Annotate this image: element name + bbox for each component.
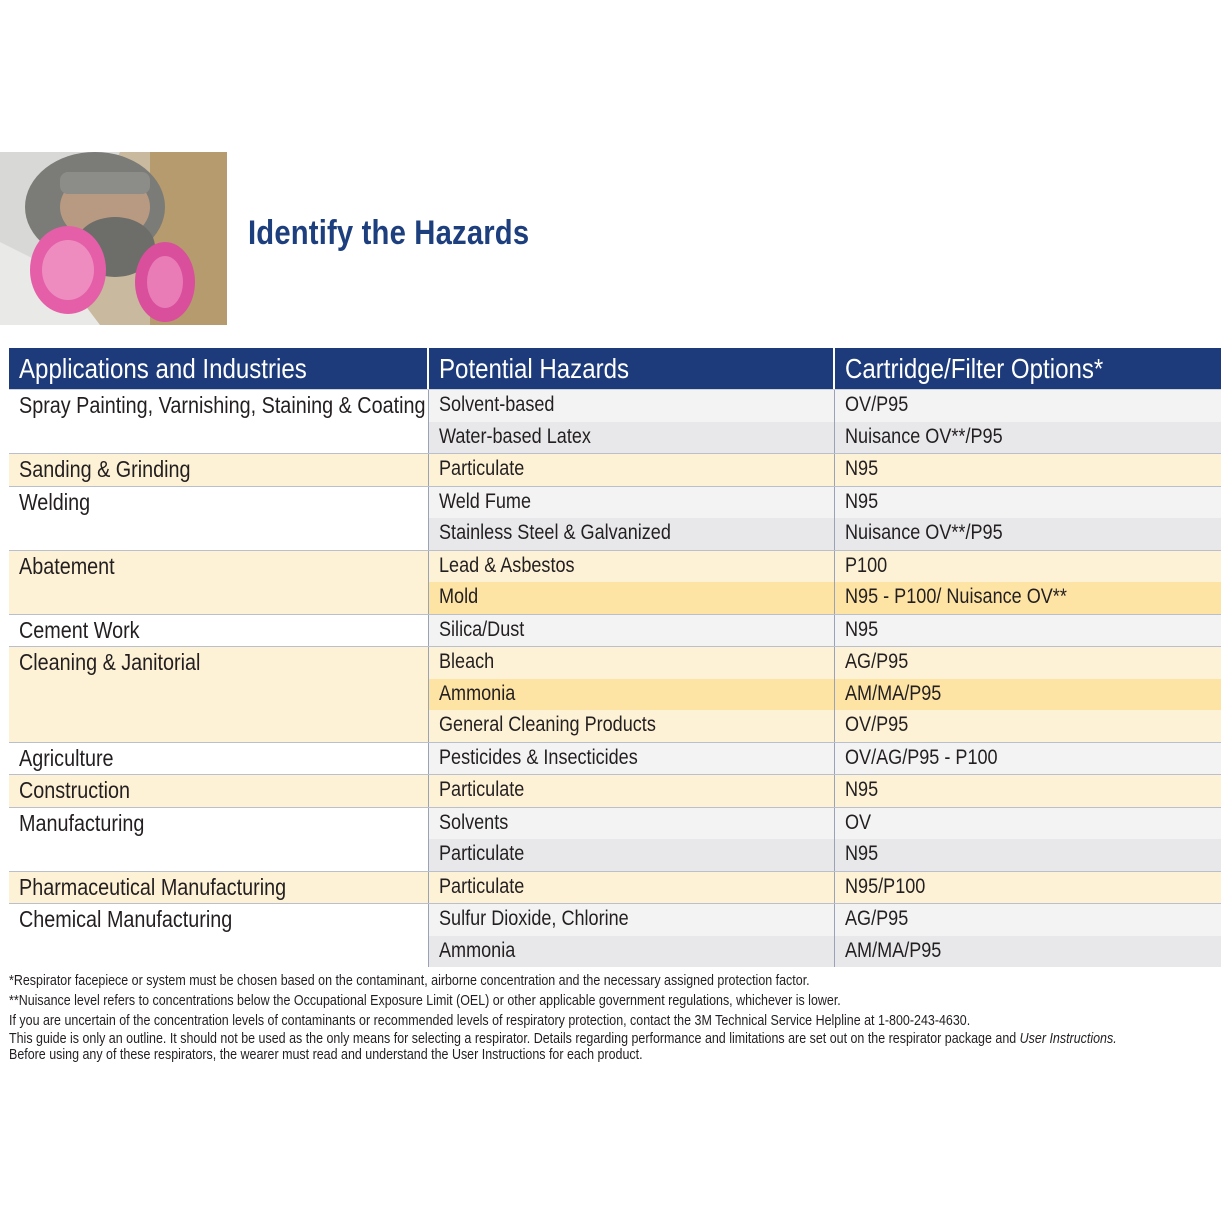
header-applications: Applications and Industries bbox=[9, 348, 429, 389]
application-cell: Cement Work bbox=[9, 615, 429, 647]
application-cell: Cleaning & Janitorial bbox=[9, 647, 429, 742]
table-row bbox=[429, 390, 1221, 422]
hazard-cell: Particulate bbox=[439, 874, 525, 898]
option-cell: N95 bbox=[845, 617, 879, 641]
option-cell: N95 bbox=[845, 457, 879, 480]
table-row bbox=[429, 615, 1221, 647]
footnote-5: Before using any of these respirators, the wearer must read and understand the User Instructions for each product. bbox=[9, 1047, 643, 1063]
header-hazards: Potential Hazards bbox=[429, 348, 835, 389]
option-cell: OV bbox=[845, 810, 872, 834]
table-row bbox=[429, 839, 1221, 871]
table-row bbox=[429, 872, 1221, 904]
page-title: Identify the Hazards bbox=[248, 214, 530, 252]
footnote-1: *Respirator facepiece or system must be chosen based on the contaminant, airborne concentration and the necessary assigned protection factor. bbox=[9, 973, 810, 989]
application-cell: Construction bbox=[9, 775, 429, 807]
footnote-4: This guide is only an outline. It should not be used as the only means for selecting a respirator. Details regarding performance and limitations are set out on the respirator package and User Instructions. bbox=[9, 1031, 1117, 1047]
table-row bbox=[429, 808, 1221, 840]
hazard-cell: Water-based Latex bbox=[439, 424, 591, 448]
hazard-cell: Weld Fume bbox=[439, 489, 532, 513]
table-group bbox=[9, 743, 1221, 776]
table-row bbox=[429, 904, 1221, 936]
application-cell: Sanding & Grinding bbox=[9, 454, 429, 486]
hazard-cell: Bleach bbox=[439, 650, 495, 673]
table-row bbox=[429, 679, 1221, 711]
table-row bbox=[429, 710, 1221, 742]
table-row bbox=[429, 775, 1221, 807]
worker-respirator-photo bbox=[0, 152, 227, 325]
table-row bbox=[429, 582, 1221, 614]
application-cell: Chemical Manufacturing bbox=[9, 904, 429, 967]
table-row bbox=[429, 647, 1221, 679]
hazard-cell: Ammonia bbox=[439, 681, 516, 705]
footnote-3: If you are uncertain of the concentration levels of contaminants or recommended levels of respiratory protection, contact the 3M Technical Service Helpline at 1-800-243-4630. bbox=[9, 1013, 971, 1029]
hazard-cell: Particulate bbox=[439, 457, 525, 480]
hazard-cell: Particulate bbox=[439, 778, 525, 801]
hazard-cell: Solvent-based bbox=[439, 393, 555, 416]
hazard-table bbox=[9, 348, 1221, 967]
table-row bbox=[429, 743, 1221, 775]
option-cell: N95 bbox=[845, 489, 879, 513]
application-cell: Pharmaceutical Manufacturing bbox=[9, 872, 429, 904]
option-cell: AM/MA/P95 bbox=[845, 681, 942, 705]
hazard-cell: Pesticides & Insecticides bbox=[439, 745, 638, 769]
table-group bbox=[9, 390, 1221, 454]
option-cell: AG/P95 bbox=[845, 907, 909, 930]
option-cell: N95/P100 bbox=[845, 874, 926, 898]
table-row bbox=[429, 454, 1221, 486]
table-row bbox=[429, 487, 1221, 519]
table-row bbox=[429, 551, 1221, 583]
hazard-cell: Ammonia bbox=[439, 938, 516, 962]
option-cell: Nuisance OV**/P95 bbox=[845, 521, 1003, 544]
option-cell: OV/P95 bbox=[845, 713, 909, 736]
option-cell: Nuisance OV**/P95 bbox=[845, 424, 1003, 448]
table-group bbox=[9, 808, 1221, 872]
option-cell: AM/MA/P95 bbox=[845, 938, 942, 962]
option-cell: P100 bbox=[845, 553, 888, 577]
footnote-2: **Nuisance level refers to concentrations below the Occupational Exposure Limit (OEL) or other applicable government regulations, whichever is lower. bbox=[9, 993, 841, 1009]
table-group bbox=[9, 647, 1221, 743]
option-cell: N95 bbox=[845, 778, 879, 801]
application-cell: Agriculture bbox=[9, 743, 429, 775]
table-row bbox=[429, 518, 1221, 550]
option-cell: AG/P95 bbox=[845, 650, 909, 673]
table-group bbox=[9, 872, 1221, 905]
footnotes bbox=[9, 971, 1209, 1063]
table-group bbox=[9, 487, 1221, 551]
table-row bbox=[429, 936, 1221, 968]
table-row bbox=[429, 422, 1221, 454]
table-group bbox=[9, 551, 1221, 615]
table-header bbox=[9, 348, 1221, 390]
option-cell: N95 bbox=[845, 842, 879, 865]
hazard-cell: Solvents bbox=[439, 810, 509, 834]
header-options: Cartridge/Filter Options* bbox=[845, 353, 1104, 384]
hazard-cell: Mold bbox=[439, 585, 479, 608]
application-cell: Welding bbox=[9, 487, 429, 550]
application-cell: Spray Painting, Varnishing, Staining & Coating bbox=[9, 390, 429, 453]
option-cell: N95 - P100/ Nuisance OV** bbox=[845, 585, 1067, 608]
table-group bbox=[9, 454, 1221, 487]
table-group bbox=[9, 615, 1221, 648]
hazard-cell: Lead & Asbestos bbox=[439, 553, 575, 577]
table-group bbox=[9, 775, 1221, 808]
option-cell: OV/AG/P95 - P100 bbox=[845, 745, 998, 769]
application-cell: Abatement bbox=[9, 551, 429, 614]
table-group bbox=[9, 904, 1221, 967]
option-cell: OV/P95 bbox=[845, 393, 909, 416]
hazard-cell: Stainless Steel & Galvanized bbox=[439, 521, 671, 544]
application-cell: Manufacturing bbox=[9, 808, 429, 871]
hazard-cell: Sulfur Dioxide, Chlorine bbox=[439, 907, 629, 930]
hazard-cell: Silica/Dust bbox=[439, 617, 525, 641]
hazard-cell: General Cleaning Products bbox=[439, 713, 656, 736]
hazard-cell: Particulate bbox=[439, 842, 525, 865]
